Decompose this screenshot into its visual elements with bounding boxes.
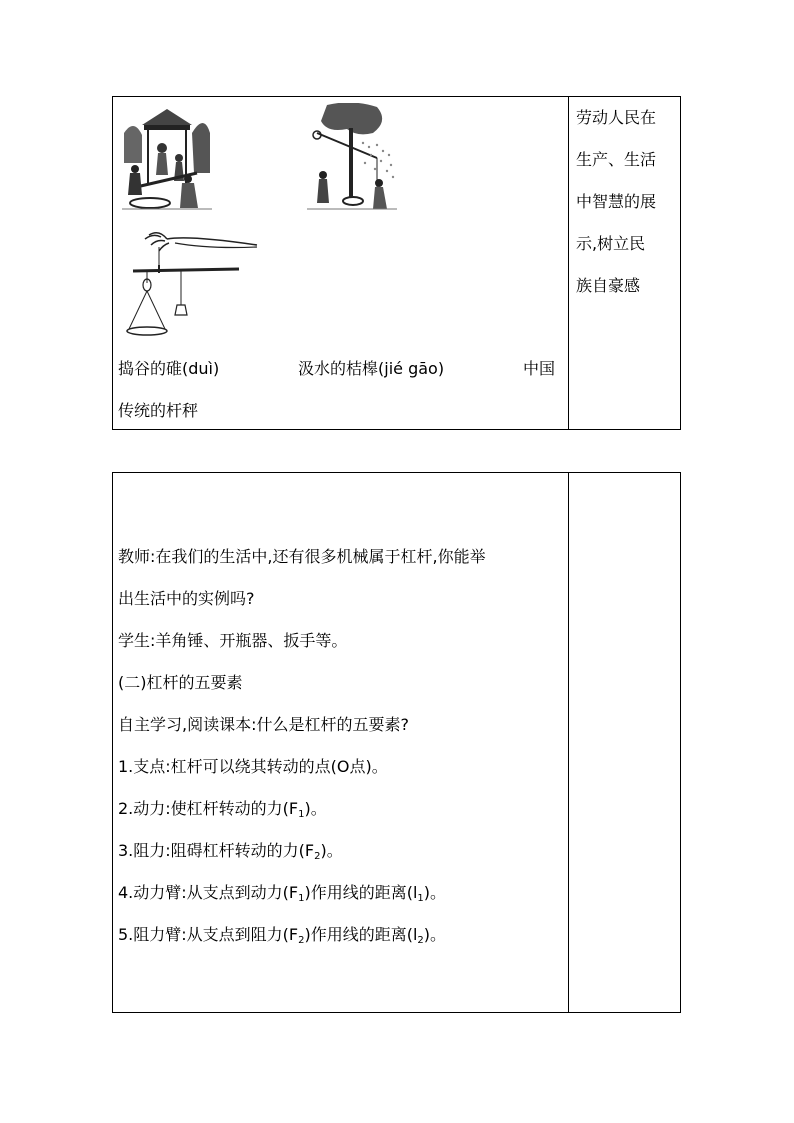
caption-jiegao: 汲水的桔槔(jié gāo) bbox=[298, 359, 445, 378]
element-item-4: 4.动力臂:从支点到动力$(F_1)$作用线的距离$(l_1)$。 bbox=[118, 883, 447, 904]
caption-dui: 捣谷的碓(duì) bbox=[118, 359, 220, 378]
section-title: (二)杠杆的五要素 bbox=[118, 673, 243, 692]
jiegao-illustration bbox=[307, 103, 397, 215]
side-line: 示,树立民 bbox=[576, 234, 646, 253]
table-bottom bbox=[112, 472, 681, 1013]
teacher-line-1: 教师:在我们的生活中,还有很多机械属于杠杆,你能举 bbox=[118, 547, 486, 566]
column-divider bbox=[568, 473, 569, 1012]
self-study-prompt: 自主学习,阅读课本:什么是杠杆的五要素? bbox=[118, 715, 409, 734]
table-top bbox=[112, 96, 681, 430]
element-item-2: 2.动力:使杠杆转动的力$(F_1)$。 bbox=[118, 799, 327, 820]
dui-illustration bbox=[122, 103, 212, 215]
caption-zhongguo: 中国 bbox=[523, 359, 556, 378]
column-divider bbox=[568, 97, 569, 429]
side-note bbox=[576, 108, 680, 318]
element-item-1: 1.支点:杠杆可以绕其转动的点(O点)。 bbox=[118, 757, 388, 776]
caption-ganchen: 传统的杆秤 bbox=[118, 401, 199, 420]
side-line: 中智慧的展 bbox=[576, 192, 657, 211]
side-line: 族自豪感 bbox=[576, 276, 641, 295]
side-line: 生产、生活 bbox=[576, 150, 657, 169]
element-item-5: 5.阻力臂:从支点到阻力$(F_2)$作用线的距离$(l_2)$。 bbox=[118, 925, 447, 946]
teacher-line-2: 出生活中的实例吗? bbox=[118, 589, 255, 608]
side-line: 劳动人民在 bbox=[576, 108, 657, 127]
student-answer: 学生:羊角锤、开瓶器、扳手等。 bbox=[118, 631, 348, 650]
steelyard-illustration bbox=[119, 225, 261, 341]
element-item-3: 3.阻力:阻碍杠杆转动的力$(F_2)$。 bbox=[118, 841, 343, 862]
